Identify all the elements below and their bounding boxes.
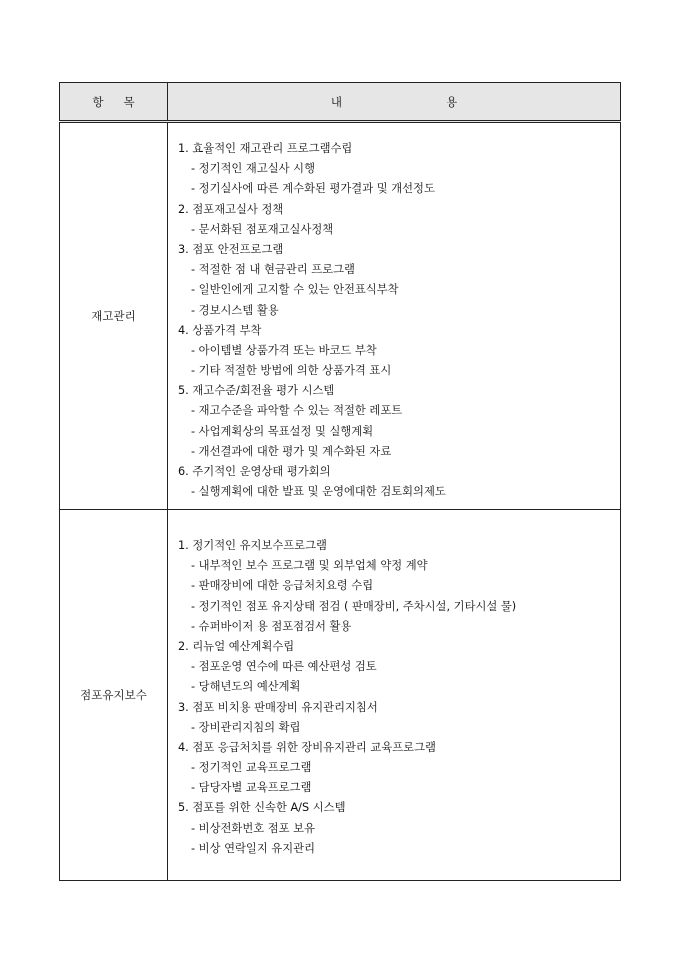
list-item: 6. 주기적인 운영상태 평가회의: [178, 465, 331, 478]
row-content-inventory: [168, 122, 621, 510]
list-subitem: - 아이템별 상품가격 또는 바코드 부착: [191, 343, 377, 357]
list-subitem: - 내부적인 보수 프로그램 및 외부업체 약정 계약: [191, 559, 428, 573]
row-label-maintenance: 점포유지보수: [60, 510, 168, 881]
content-table: [59, 82, 621, 881]
list-subitem: - 담당자별 교육프로그램: [191, 781, 312, 795]
list-subitem: - 경보시스템 활용: [191, 303, 279, 317]
list-item: 2. 리뉴얼 예산계획수립: [178, 639, 295, 653]
list-subitem: - 사업계획상의 목표설정 및 실행계획: [191, 424, 374, 438]
list-subitem: - 판매장비에 대한 응급처치요령 수립: [191, 579, 374, 593]
header-content: 내용: [168, 83, 621, 122]
list-subitem: - 정기적인 재고실사 시행: [191, 162, 315, 176]
list-subitem: - 슈퍼바이저 용 점포점검서 활용: [191, 619, 352, 633]
list-item: 3. 점포 비치용 판매장비 유지관리지침서: [178, 700, 378, 714]
list-subitem: - 비상전화번호 점포 보유: [191, 821, 315, 835]
list-subitem: - 당해년도의 예산계획: [191, 680, 301, 694]
list-subitem: - 문서화된 점포재고실사정책: [191, 222, 334, 236]
list-subitem: - 정기실사에 따른 계수화된 평가결과 및 개선정도: [191, 182, 435, 196]
list-item: 4. 상품가격 부착: [178, 323, 262, 337]
table-row: [60, 510, 621, 881]
table-header-row: [60, 83, 621, 122]
list-subitem: - 적절한 점 내 현금관리 프로그램: [191, 263, 355, 277]
header-item: 항목: [60, 83, 168, 122]
list-subitem: - 정기적인 교육프로그램: [191, 761, 312, 775]
list-item: 1. 정기적인 유지보수프로그램: [178, 539, 327, 552]
row-content-maintenance: [168, 510, 621, 881]
list-item: 2. 점포재고실사 정책: [178, 202, 284, 216]
list-item: 1. 효율적인 재고관리 프로그램수립: [178, 142, 353, 155]
list-subitem: - 정기적인 점포 유지상태 점검 ( 판매장비, 주차시설, 기타시설 물): [191, 599, 517, 613]
table-row: [60, 122, 621, 510]
list-item: 5. 재고수준/회전율 평가 시스템: [178, 384, 335, 398]
list-subitem: - 개선결과에 대한 평가 및 계수화된 자료: [191, 444, 392, 458]
list-subitem: - 재고수준을 파악할 수 있는 적절한 레포트: [191, 404, 403, 418]
list-subitem: - 실행계획에 대한 발표 및 운영에대한 검토회의제도: [191, 485, 446, 499]
row-label-inventory: 재고관리: [60, 122, 168, 510]
list-item: 4. 점포 응급처치를 위한 장비유지관리 교육프로그램: [178, 740, 436, 754]
list-subitem: - 기타 적절한 방법에 의한 상품가격 표시: [191, 364, 392, 378]
list-subitem: - 점포운영 연수에 따른 예산편성 검토: [191, 660, 377, 674]
list-subitem: - 일반인에게 고지할 수 있는 안전표식부착: [191, 283, 399, 297]
list-item: 5. 점포를 위한 신속한 A/S 시스템: [178, 801, 346, 815]
list-subitem: - 장비관리지침의 확립: [191, 720, 301, 734]
list-item: 3. 점포 안전프로그램: [178, 242, 284, 256]
list-subitem: - 비상 연락일지 유지관리: [191, 841, 315, 855]
